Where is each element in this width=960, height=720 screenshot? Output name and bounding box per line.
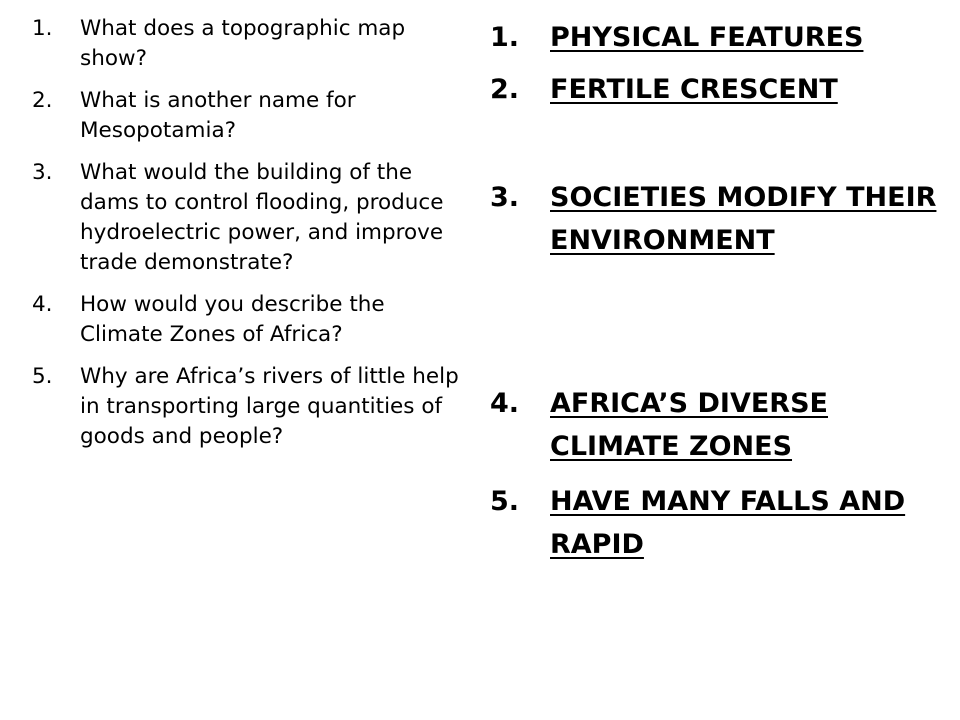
answers-list xyxy=(490,0,950,720)
answer-number: 1. xyxy=(490,22,520,53)
question-text: How would you describe the Climate Zones of Africa? xyxy=(80,292,385,347)
answer-number: 2. xyxy=(490,74,520,105)
answer-item-2 xyxy=(490,68,950,111)
answer-text: AFRICA’S DIVERSE CLIMATE ZONES xyxy=(550,388,828,462)
answer-item-3 xyxy=(490,176,950,262)
question-number: 1. xyxy=(32,16,53,41)
answer-text: FERTILE CRESCENT xyxy=(550,74,838,105)
questions-list xyxy=(32,14,472,464)
answer-item-4 xyxy=(490,382,950,468)
question-item-4 xyxy=(32,290,472,350)
answer-item-5 xyxy=(490,480,950,566)
answer-text: SOCIETIES MODIFY THEIR ENVIRONMENT xyxy=(550,182,937,256)
answer-number: 4. xyxy=(490,388,520,419)
answer-number: 5. xyxy=(490,486,520,517)
answer-number: 3. xyxy=(490,182,520,213)
question-number: 2. xyxy=(32,88,53,113)
question-item-5 xyxy=(32,362,472,452)
question-text: What would the building of the dams to control flooding, produce hydroelectric power, and improve trade demonstrate? xyxy=(80,160,444,275)
answer-item-1 xyxy=(490,16,950,59)
question-text: What does a topographic map show? xyxy=(80,16,406,71)
question-number: 3. xyxy=(32,160,53,185)
answer-text: PHYSICAL FEATURES xyxy=(550,22,864,53)
question-text: Why are Africa’s rivers of little help in transporting large quantities of goods and people? xyxy=(80,364,459,449)
question-item-3 xyxy=(32,158,472,278)
question-item-1 xyxy=(32,14,472,74)
question-text: What is another name for Mesopotamia? xyxy=(80,88,356,143)
question-number: 4. xyxy=(32,292,53,317)
question-item-2 xyxy=(32,86,472,146)
question-number: 5. xyxy=(32,364,53,389)
answer-text: HAVE MANY FALLS AND RAPID xyxy=(550,486,906,560)
